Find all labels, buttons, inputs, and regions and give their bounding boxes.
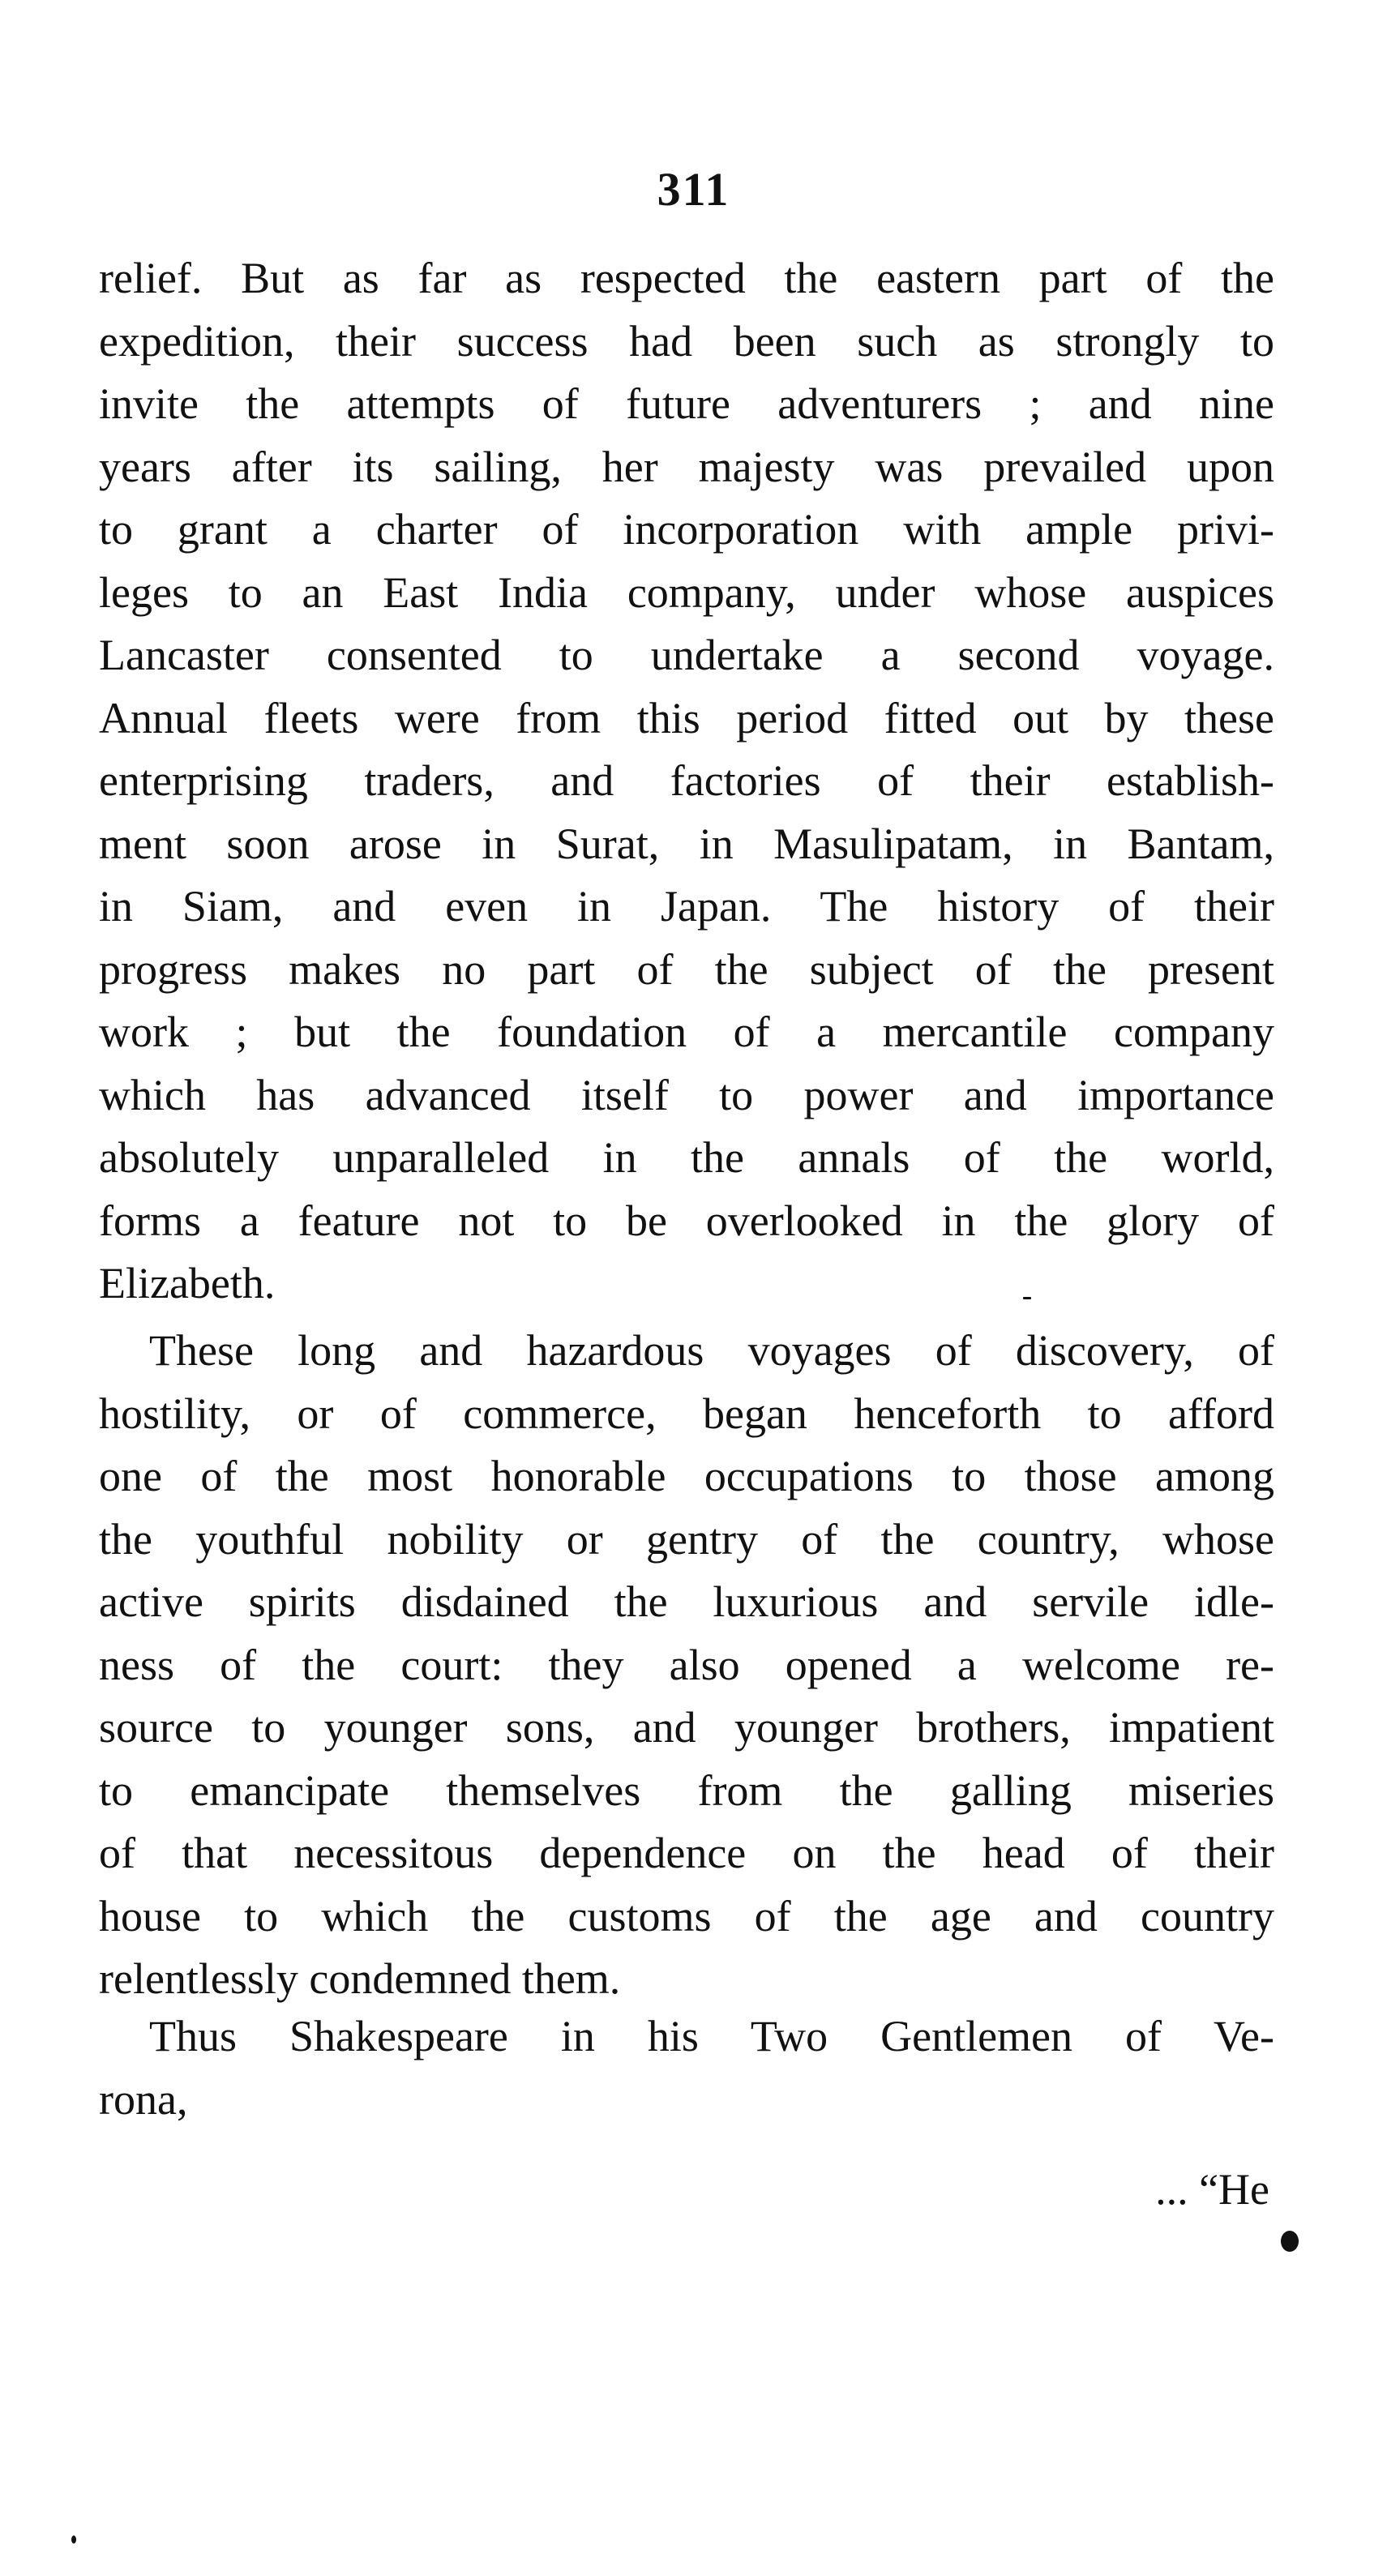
text-line: one of the most honorable occupations to those among xyxy=(99,1452,1274,1500)
text-line: Lancaster consented to undertake a second voyage. xyxy=(99,631,1274,679)
text-line: leges to an East India company, under whose auspices xyxy=(99,567,1274,617)
text-line: to grant a charter of incorporation with ample privi- xyxy=(99,505,1274,554)
ink-speck-mark xyxy=(1023,1297,1031,1299)
catchword: ... “He xyxy=(1155,2165,1269,2214)
text-line: relentlessly condemned them. xyxy=(99,1954,621,2003)
ink-speck-mark xyxy=(71,2535,76,2544)
text-line: relief. But as far as respected the eastern part of the xyxy=(99,254,1274,302)
text-line: hostility, or of commerce, began henceforth to afford xyxy=(99,1389,1274,1438)
text-line: Thus Shakespeare in his Two Gentlemen of Ve- xyxy=(149,2012,1274,2060)
paragraph-1 xyxy=(99,247,1274,1316)
text-line: progress makes no part of the subject of the present xyxy=(99,944,1274,994)
text-line: ment soon arose in Surat, in Masulipatam, in Bantam, xyxy=(99,819,1274,868)
ink-blot-mark xyxy=(1281,2231,1299,2252)
text-line: to emancipate themselves from the galling miseries xyxy=(99,1765,1274,1815)
text-line: Annual fleets were from this period fitted out by these xyxy=(99,693,1274,742)
text-line: rona, xyxy=(99,2074,188,2124)
text-line: which has advanced itself to power and importance xyxy=(99,1070,1274,1119)
text-line: Elizabeth. xyxy=(99,1259,276,1307)
paragraph-3 xyxy=(99,2005,1274,2131)
text-line: of that necessitous dependence on the head of their xyxy=(99,1829,1274,1877)
text-line: work ; but the foundation of a mercantile company xyxy=(99,1008,1274,1056)
text-line: active spirits disdained the luxurious and servile idle- xyxy=(99,1577,1274,1626)
text-line: enterprising traders, and factories of their establish- xyxy=(99,756,1274,805)
text-line: source to younger sons, and younger brothers, impatient xyxy=(99,1703,1274,1752)
text-line: in Siam, and even in Japan. The history of their xyxy=(99,882,1274,931)
paragraph-2 xyxy=(99,1320,1274,2011)
page-number: 311 xyxy=(657,163,730,216)
text-line: absolutely unparalleled in the annals of the world, xyxy=(99,1133,1274,1182)
text-line: the youthful nobility or gentry of the country, whose xyxy=(99,1514,1274,1564)
text-line: expedition, their success had been such as strongly to xyxy=(99,316,1274,366)
text-line: These long and hazardous voyages of discovery, of xyxy=(149,1326,1274,1375)
text-line: invite the attempts of future adventurers ; and nine xyxy=(99,379,1274,428)
text-line: forms a feature not to be overlooked in the glory of xyxy=(99,1196,1274,1245)
text-line: house to which the customs of the age and country xyxy=(99,1891,1274,1941)
text-line: years after its sailing, her majesty was prevailed upon xyxy=(99,442,1274,491)
text-line: ness of the court: they also opened a welcome re- xyxy=(99,1640,1274,1689)
